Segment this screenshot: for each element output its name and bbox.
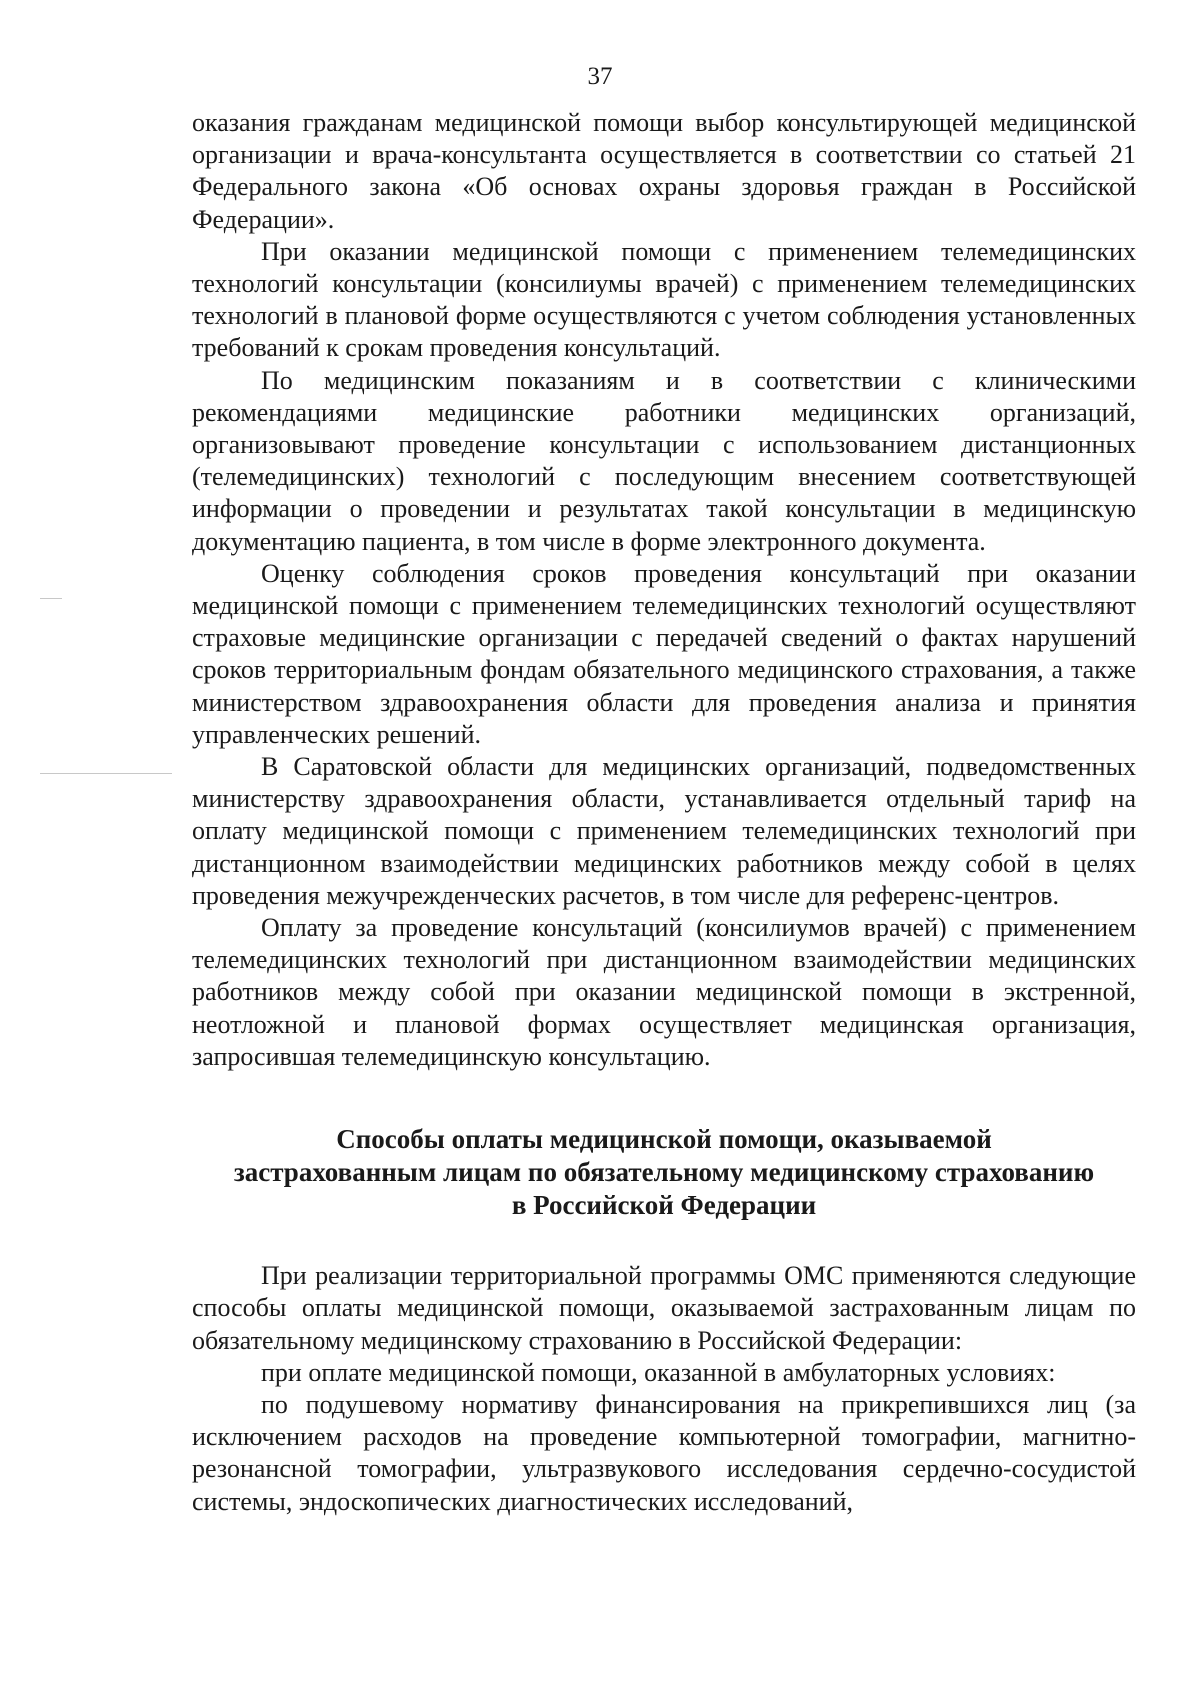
section-heading-line: в Российской Федерации (511, 1190, 817, 1221)
scan-artifact-line (40, 598, 62, 599)
paragraph: оказания гражданам медицинской помощи выбор консультирующей медицинской организации и врача-консультанта осуществляется в соответствии со статьей 21 Федерального закона «Об основах охраны здоровья граждан в Российской Федерации». (192, 108, 1136, 234)
section-heading-line: Способы оплаты медицинской помощи, оказываемой (336, 1124, 992, 1155)
paragraph: Оценку соблюдения сроков проведения консультаций при оказании медицинской помощи с применением телемедицинских технологий осуществляют страховые медицинские организации с передачей сведений о фактах нарушений сроков территориальным фондам обязательного медицинского страхования, а также министерством здравоохранения области для проведения анализа и принятия управленческих решений. (192, 558, 1136, 749)
paragraph: По медицинским показаниям и в соответствии с клиническими рекомендациями медицинские работники медицинских организаций, организовывают проведение консультации с использованием дистанционных (телемедицинских) технологий с последующим внесением соответствующей информации о проведении и результатах такой консультации в медицинскую документацию пациента, в том числе в форме электронного документа. (192, 365, 1136, 556)
section-heading-line: застрахованным лицам по обязательному медицинскому страхованию (233, 1157, 1095, 1188)
section-heading (192, 1123, 1136, 1222)
paragraph: При реализации территориальной программы ОМС применяются следующие способы оплаты медицинской помощи, оказываемой застрахованным лицам по обязательному медицинскому страхованию в Российской Федерации: (192, 1261, 1136, 1355)
page-number: 37 (587, 63, 613, 90)
document-body (192, 107, 1136, 1518)
scan-artifact-line (40, 773, 172, 774)
paragraph: При оказании медицинской помощи с применением телемедицинских технологий консультации (консилиумы врачей) с применением телемедицинских технологий в плановой форме осуществляются с учетом соблюдения установленных требований к срокам проведения консультаций. (192, 236, 1136, 363)
paragraph: по подушевому нормативу финансирования на прикрепившихся лиц (за исключением расходов на проведение компьютерной томографии, магнитно-резонансной томографии, ультразвукового исследования сердечно-сосудистой системы, эндоскопических диагностических исследований, (192, 1389, 1136, 1516)
paragraph: В Саратовской области для медицинских организаций, подведомственных министерству здравоохранения области, устанавливается отдельный тариф на оплату медицинской помощи с применением телемедицинских технологий при дистанционном взаимодействии медицинских работников между собой в целях проведения межучрежденческих расчетов, в том числе для референс-центров. (192, 752, 1136, 910)
paragraph: Оплату за проведение консультаций (консилиумов врачей) с применением телемедицинских технологий при дистанционном взаимодействии медицинских работников между собой при оказании медицинской помощи в экстренной, неотложной и плановой формах осуществляет медицинская организация, запросившая телемедицинскую консультацию. (192, 913, 1136, 1071)
paragraph: при оплате медицинской помощи, оказанной в амбулаторных условиях: (261, 1357, 1056, 1387)
